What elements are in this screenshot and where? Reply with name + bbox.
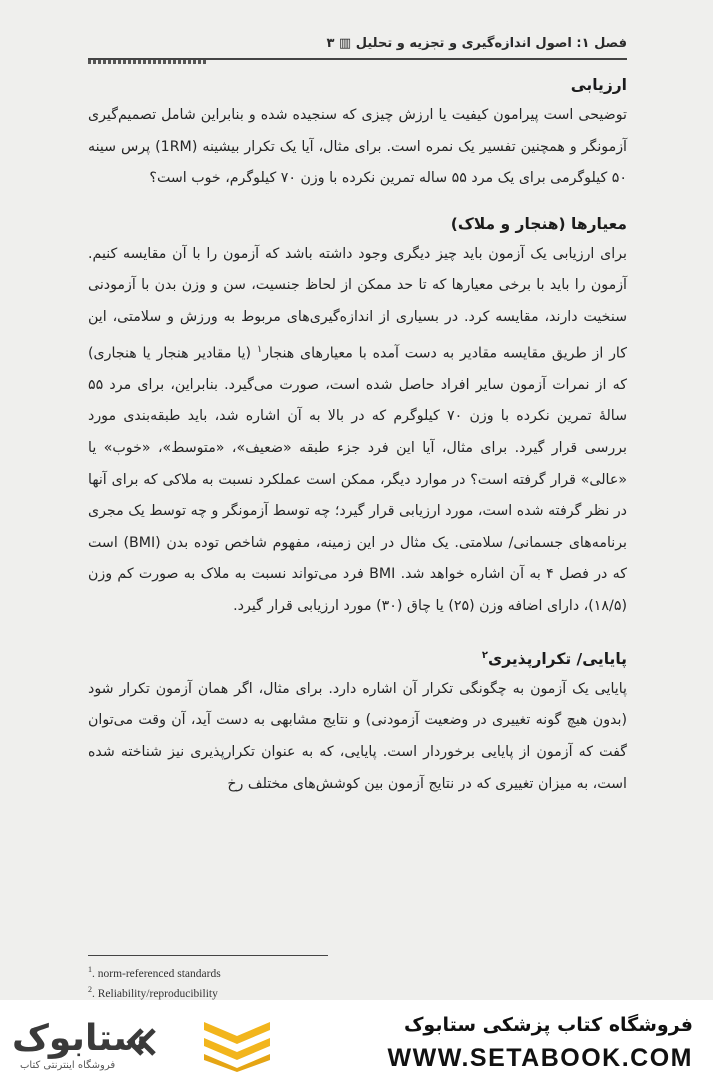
heading-reliability-text: پایایی/ تکرارپذیری [488, 649, 627, 668]
heading-standards: معیارها (هنجار و ملاک) [450, 214, 627, 233]
heading-reliability [88, 641, 627, 674]
footnote-2 [88, 982, 488, 1000]
store-logo-text: ستابوک [12, 1018, 149, 1059]
footnotes [88, 962, 488, 1000]
running-title: فصل ۱: اصول اندازه‌گیری و تجزیه و تحلیل ▥ ۳ [326, 36, 627, 51]
footnote-2-text: . Reliability/reproducibility [92, 987, 218, 1000]
footnote-1-number: 1 [88, 965, 92, 974]
footnote-divider [88, 955, 328, 956]
footnote-ref-2: ۲ [481, 649, 488, 661]
footnote-1-text: . norm-referenced standards [92, 967, 221, 980]
footnote-1 [88, 962, 488, 982]
footnote-ref-1: ۱ [256, 343, 263, 355]
footnote-2-number: 2 [88, 984, 92, 994]
page-body [88, 70, 627, 800]
paragraph-standards-part1: برای ارزیابی یک آزمون باید چیز دیگری وجود داشته باشد که آزمون را با آن مقایسه کنیم. آزمون را باید با برخی معیارها که تا حد ممکن از لحاظ جنسیت، سن و وزن بدن با آزمودنی سنخیت دارند، مقایسه کرد. در بسیاری از اندازه‌گیری‌های مربوط به ورزش و سلامتی، این کار از طریق مقایسه مقادیر به دست آمده با معیارهای هنجار [88, 245, 628, 362]
chevrons-icon [120, 1022, 160, 1062]
paragraph-standards [88, 239, 627, 623]
store-banner [0, 1000, 713, 1080]
heading-evaluation: ارزیابی [570, 76, 627, 94]
running-header [88, 28, 627, 60]
store-name: فروشگاه کتاب پزشکی ستابوک [403, 1014, 693, 1036]
book-stack-icon [200, 1014, 274, 1072]
store-logo-subtitle: فروشگاه اینترنتی کتاب [20, 1060, 116, 1071]
paragraph-reliability: پایایی یک آزمون به چگونگی تکرار آن اشاره دارد. برای مثال، اگر همان آزمون تکرار شود (بدون هیچ گونه تغییری در وضعیت آزمودنی) و نتایج مشابهی به دست آید، آن وقت می‌توان گفت که آزمون از پایایی برخوردار است. پایایی، که به عنوان تکرارپذیری نیز شناخته شده است، به میزان تغییری که در نتایج آزمون بین کوشش‌های مختلف رخ [88, 680, 627, 792]
paragraph-evaluation: توضیحی است پیرامون کیفیت یا ارزش چیزی که سنجیده شده و بنابراین شامل تصمیم‌گیری آزمونگر و همچنین تفسیر یک نمره است. برای مثال، آیا یک تکرار بیشینه (1RM) پرس سینه ۵۰ کیلوگرمی برای یک مرد ۵۵ ساله تمرین نکرده با وزن ۷۰ کیلوگرم، خوب است؟ [88, 107, 627, 187]
store-url-link[interactable]: WWW.SETABOOK.COM [387, 1044, 693, 1072]
paragraph-standards-part2: (یا مقادیر هنجار یا هنجاری) که از نمرات آزمون سایر افراد حاصل شده است، صورت می‌گیرد. بنابراین، برای مرد ۵۵ سالهٔ تمرین نکرده با وزن ۷۰ کیلوگرم که در بالا به آن اشاره شد، باید طبقه‌بندی مورد بررسی قرار گیرد. برای مثال، آیا این فرد جزء طبقه «ضعیف»، «متوسط»، «خوب» یا «عالی» قرار گرفته است؟ در موارد دیگر، ممکن است عملکرد نسبت به ملاکی که برای آنها در نظر گرفته شده است، مورد ارزیابی قرار گیرد؛ چه توسط آزمونگر و چه توسط یک مجری برنامه‌های جسمانی/ سلامتی. یک مثال در این زمینه، مفهوم شاخص توده بدن (BMI) است که در فصل ۴ به آن اشاره خواهد شد. BMI فرد می‌تواند نسبت به ملاک به صورت کم وزن (۱۸/۵)، دارای اضافه وزن (۲۵) یا چاق (۳۰) مورد ارزیابی قرار گیرد. [88, 345, 628, 615]
header-decoration [88, 60, 208, 64]
